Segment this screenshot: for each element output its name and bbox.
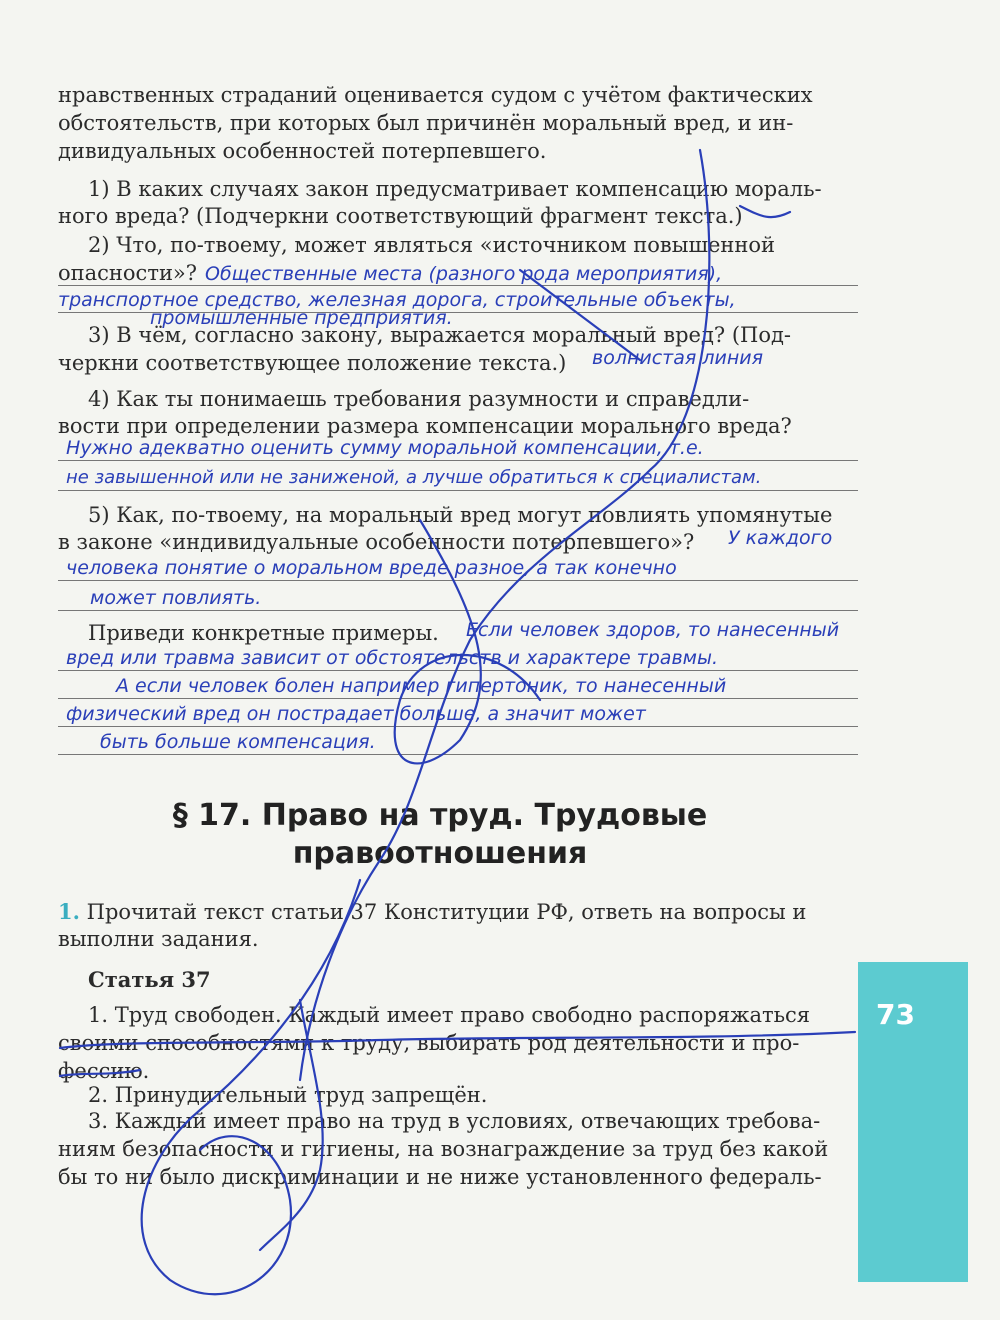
pen-strokes: [60, 150, 855, 1294]
pen-stroke: [520, 270, 640, 360]
page-number: 73: [876, 998, 915, 1031]
handwritten-answer: транспортное средство, железная дорога, строительные объекты,: [58, 289, 736, 311]
section-heading: § 17. Право на труд. Трудовые: [172, 798, 708, 833]
question-2-cont: опасности»?: [58, 261, 198, 285]
text-line: дивидуальных особенностей потерпевшего.: [58, 139, 547, 163]
handwritten-answer: Нужно адекватно оценить сумму моральной компенсации, т.е.: [66, 437, 704, 459]
pen-stroke: [300, 150, 709, 1080]
question-5-cont: в законе «индивидуальные особенности потерпевшего»?: [58, 530, 695, 554]
handwritten-answer: физический вред он пострадает больше, а значит может: [66, 703, 646, 725]
article-paragraph: 1. Труд свободен. Каждый имеет право свободно распоряжаться: [88, 1003, 811, 1027]
text-line: обстоятельств, при которых был причинён моральный вред, и ин-: [58, 111, 794, 135]
pen-stroke: [395, 520, 540, 763]
task-1-cont: выполни задания.: [58, 927, 259, 951]
task-number: 1.: [58, 899, 80, 924]
question-4-cont: вости при определении размера компенсации морального вреда?: [58, 414, 792, 438]
article-paragraph: бы то ни было дискриминации и не ниже установленного федераль-: [58, 1165, 822, 1189]
handwritten-answer: У каждого: [728, 527, 833, 549]
task-text: Прочитай текст статьи 37 Конституции РФ, ответь на вопросы и: [86, 900, 807, 924]
handwritten-answer: человека понятие о моральном вреде разное, а так конечно: [66, 557, 677, 579]
article-paragraph: 2. Принудительный труд запрещён.: [88, 1083, 488, 1107]
handwritten-answer: не завышенной или не заниженой, а лучше обратиться к специалистам.: [66, 467, 762, 488]
question-5: 5) Как, по-твоему, на моральный вред могут повлиять упомянутые: [88, 503, 833, 527]
handwritten-answer: Общественные места (разного рода мероприятия),: [205, 263, 723, 285]
article-title: Статья 37: [88, 967, 211, 992]
handwritten-answer: промышленные предприятия.: [150, 307, 453, 329]
pen-stroke: [740, 206, 790, 217]
handwritten-answer: А если человек болен например гипертоник, то нанесенный: [116, 675, 727, 697]
section-heading-cont: правоотношения: [292, 836, 588, 871]
text-line: нравственных страданий оценивается судом с учётом фактических: [58, 83, 813, 107]
question-1: 1) В каких случаях закон предусматривает компенсацию мораль-: [88, 177, 822, 201]
handwritten-answer: вред или травма зависит от обстоятельств и характере травмы.: [66, 647, 719, 669]
underline-stroke: [60, 1070, 140, 1076]
handwritten-answer: Если человек здоров, то нанесенный: [466, 619, 840, 641]
question-2: 2) Что, по-твоему, может являться «источником повышенной: [88, 233, 776, 257]
question-1-cont: ного вреда? (Подчеркни соответствующий фрагмент текста.): [58, 204, 743, 228]
question-4: 4) Как ты понимаешь требования разумности и справедли-: [88, 387, 750, 411]
underline-stroke: [60, 1032, 855, 1048]
article-paragraph: фессию.: [58, 1059, 150, 1083]
handwritten-answer: волнистая линия: [592, 347, 764, 369]
question-3-cont: черкни соответствующее положение текста.): [58, 351, 567, 375]
question-3: 3) В чём, согласно закону, выражается моральный вред? (Под-: [88, 323, 792, 347]
examples-prompt: Приведи конкретные примеры.: [88, 621, 439, 645]
article-paragraph: 3. Каждый имеет право на труд в условиях, отвечающих требова-: [88, 1109, 821, 1133]
article-paragraph: ниям безопасности и гигиены, на вознаграждение за труд без какой: [58, 1137, 829, 1161]
handwritten-answer: может повлиять.: [90, 587, 262, 609]
pen-stroke: [142, 880, 360, 1294]
handwritten-answer: быть больше компенсация.: [100, 731, 376, 753]
article-paragraph: своими способностями к труду, выбирать род деятельности и про-: [58, 1031, 800, 1055]
